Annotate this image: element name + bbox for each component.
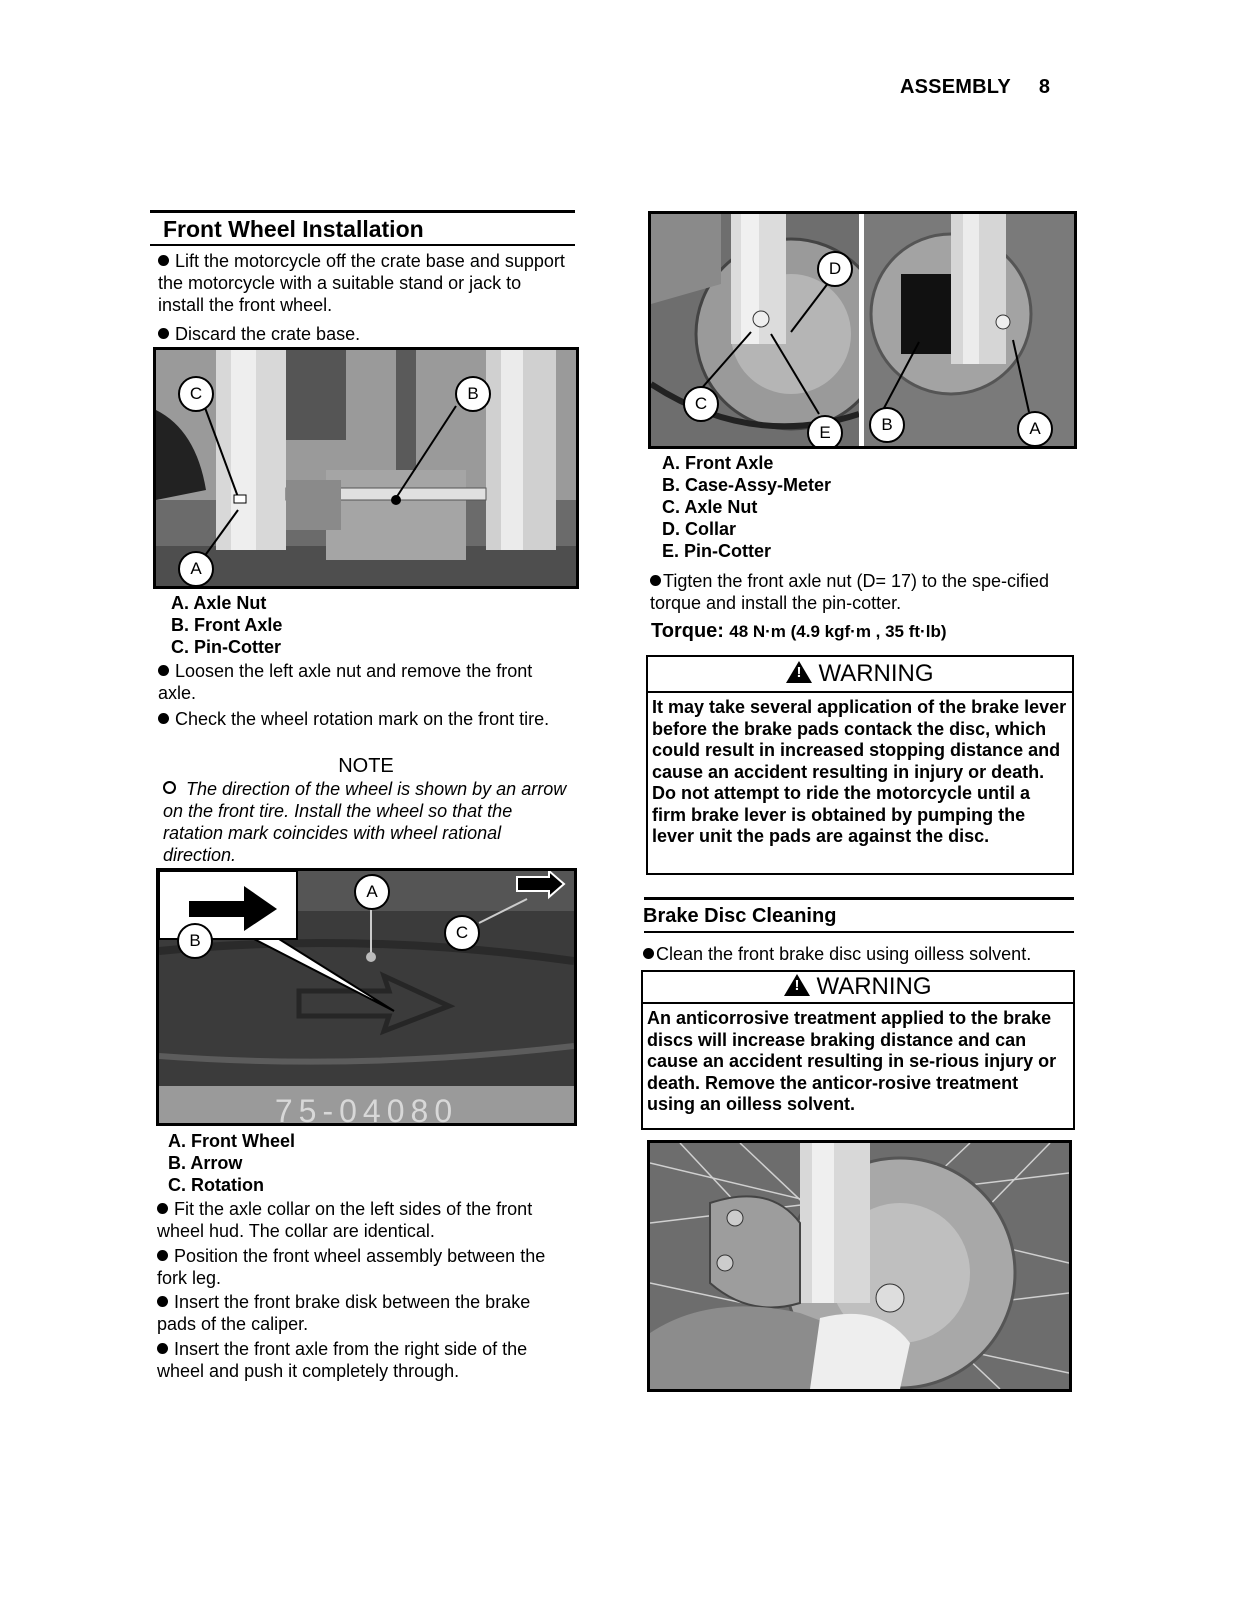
note-title: NOTE: [338, 755, 394, 777]
caption-case-assy-meter: B. Case-Assy-Meter: [662, 475, 832, 495]
note-ring-icon: [163, 781, 176, 794]
bullet-position-wheel: Position the front wheel assembly between the fork leg.: [157, 1246, 546, 1288]
warning-text: An anticorrosive treatment applied to the brake discs will increase braking distance and can cause an accident resulting in se-rious injury or death. Remove the anticor-rosive treatment using an oilless solvent.: [647, 1008, 1057, 1114]
photo-cleaning-disc: [647, 1140, 1072, 1392]
callout-a: A: [1017, 411, 1053, 447]
caption-pin-cotter: C. Pin-Cotter: [171, 637, 281, 657]
bullet-dot-icon: [157, 1296, 168, 1307]
warning-box-brake-lever: [646, 655, 1074, 875]
bullet-dot-icon: [157, 1203, 168, 1214]
section-rule-bottom: [644, 931, 1074, 933]
bullet-dot-icon: [157, 1343, 168, 1354]
torque-spec: [651, 620, 947, 643]
caption-pin-cotter: E. Pin-Cotter: [662, 541, 772, 561]
callout-c: C: [444, 915, 480, 951]
callout-e: E: [807, 415, 843, 449]
callout-c: C: [683, 386, 719, 422]
bullet-clean-disc: Clean the front brake disc using oilless solvent.: [643, 943, 1073, 965]
bullet-dot-icon: [158, 665, 169, 676]
bullet-tighten-nut: Tigten the front axle nut (D= 17) to the spe-cified torque and install the pin-cotter.: [650, 571, 1050, 613]
note-text: The direction of the wheel is shown by an arrow on the front tire. Install the wheel so that the ratation mark coincides with wheel rational direction.: [163, 779, 567, 865]
caption-front-axle: B. Front Axle: [171, 615, 283, 635]
figure-3-captions: [662, 452, 831, 562]
caption-front-wheel: A. Front Wheel: [168, 1131, 295, 1151]
callout-b: B: [869, 407, 905, 443]
caption-axle-nut: C. Axle Nut: [662, 497, 758, 517]
caption-rotation: C. Rotation: [168, 1175, 264, 1195]
warning-header: !WARNING: [643, 972, 1073, 1004]
bullet-dot-icon: [650, 575, 661, 586]
bullet-insert-disk: Insert the front brake disk between the brake pads of the caliper.: [157, 1292, 531, 1334]
figure-1-captions: [171, 592, 282, 658]
bullet-check-mark: Check the wheel rotation mark on the front tire.: [158, 708, 578, 730]
warning-box-anticorrosive: [641, 970, 1075, 1130]
warning-triangle-icon: [784, 974, 810, 996]
bullet-lift: Lift the motorcycle off the crate base and support the motorcycle with a suitable stand or jack to install the front wheel.: [158, 251, 565, 315]
page-number: 8: [1038, 76, 1051, 98]
warning-triangle-icon: [786, 661, 812, 683]
caption-front-axle: A. Front Axle: [662, 453, 774, 473]
section-rule-bottom: [150, 244, 575, 246]
photo-fork-axle: [153, 347, 579, 589]
bullet-dot-icon: [158, 713, 169, 724]
photo-tire-arrow: [156, 868, 577, 1126]
section-title-brake-disc: Brake Disc Cleaning: [643, 905, 837, 927]
caption-axle-nut: A. Axle Nut: [171, 593, 267, 613]
bullet-discard: Discard the crate base.: [158, 323, 568, 345]
section-title-front-wheel: Front Wheel Installation: [163, 216, 424, 242]
callout-a: A: [354, 874, 390, 910]
bullet-loosen: Loosen the left axle nut and remove the front axle.: [158, 661, 533, 703]
header-section: ASSEMBLY: [900, 76, 1011, 98]
caption-collar: D. Collar: [662, 519, 737, 539]
bullet-dot-icon: [643, 948, 654, 959]
bullet-dot-icon: [158, 255, 169, 266]
cleaning-disc-illustration: [650, 1143, 1069, 1389]
bullet-dot-icon: [158, 328, 169, 339]
section-rule-top: [150, 210, 575, 213]
warning-text: It may take several application of the brake lever before the brake pads contack the disc, which could result in increased stopping distance and cause an accident resulting in injury or death. Do not attempt to ride the motorcycle until a firm brake lever is obtained by pumping the lever unit the pads are against the disc.: [652, 697, 1067, 846]
page-header: [900, 76, 1050, 99]
torque-label: Torque:: [651, 620, 724, 642]
figure-2-captions: [168, 1130, 295, 1196]
callout-d: D: [817, 251, 853, 287]
callout-c: C: [178, 376, 214, 412]
warning-header: !WARNING: [648, 657, 1072, 693]
section-rule-top: [644, 897, 1074, 900]
callout-b: B: [455, 376, 491, 412]
torque-value: 48 N·m (4.9 kgf·m , 35 ft·lb): [729, 622, 947, 641]
photo-hub-assembly: [648, 211, 1077, 449]
callout-a: A: [178, 551, 214, 587]
callout-b: B: [177, 923, 213, 959]
bullet-insert-axle: Insert the front axle from the right side of the wheel and push it completely through.: [157, 1339, 528, 1381]
fork-axle-illustration: [156, 350, 576, 586]
caption-arrow: B. Arrow: [168, 1153, 243, 1173]
tire-sidewall-marking: 75-04080: [274, 1093, 459, 1126]
bullet-dot-icon: [157, 1250, 168, 1261]
bullet-fit-collar: Fit the axle collar on the left sides of the front wheel hud. The collar are identical.: [157, 1199, 533, 1241]
